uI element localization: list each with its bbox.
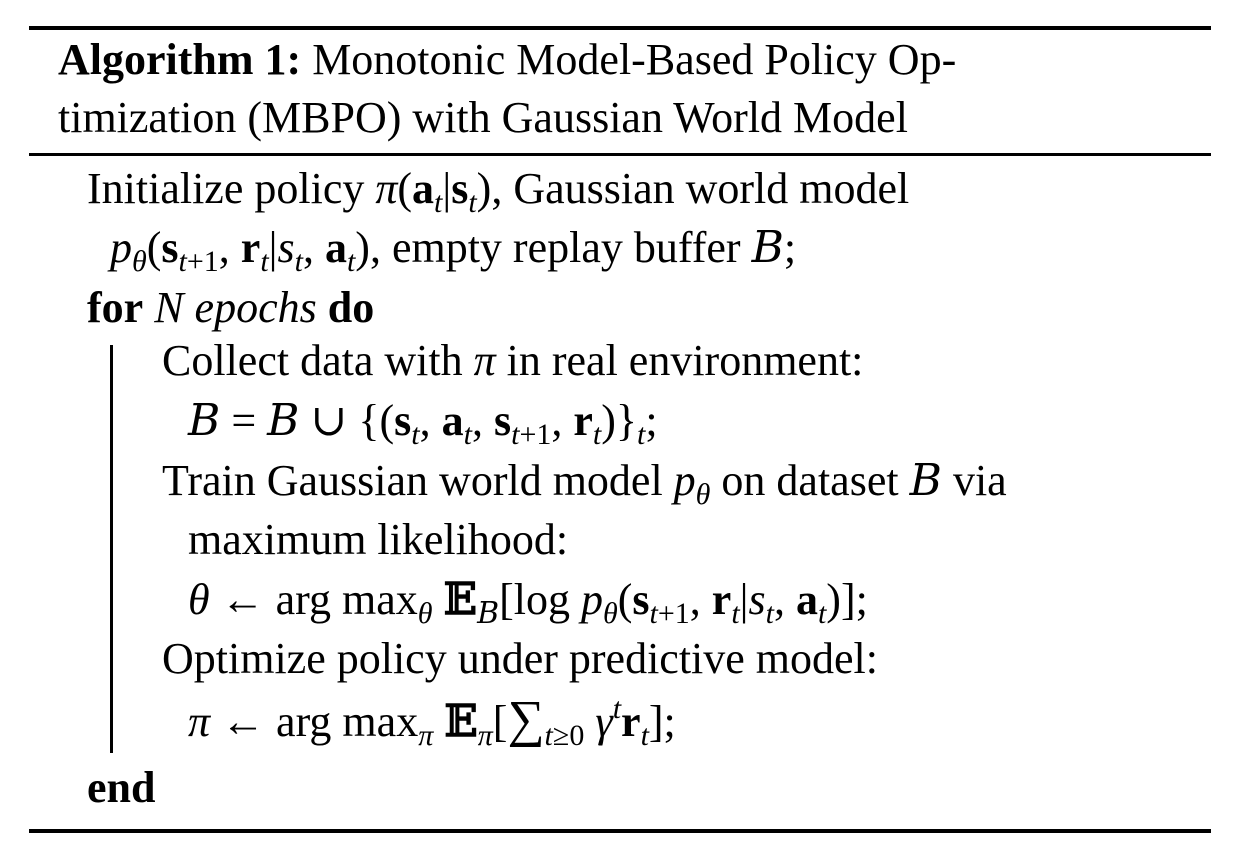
train-line-1 xyxy=(162,455,1007,511)
init-line-2 xyxy=(110,222,797,278)
loop-body-bar xyxy=(110,345,113,753)
algorithm-label: Algorithm 1: xyxy=(58,35,302,84)
top-rule xyxy=(29,26,1211,30)
buffer-update-line xyxy=(188,395,658,451)
algorithm-caption-line-2 xyxy=(58,93,908,143)
init-buffer-text: empty replay buffer xyxy=(391,223,741,272)
end-keyword: end xyxy=(87,763,156,812)
init-model-math: $p_\theta(s_{t+1}$, $r_t|s_t$, $a_t$), xyxy=(110,223,381,278)
optimize-line xyxy=(162,634,878,684)
policy-objective-line xyxy=(188,691,676,752)
end-line xyxy=(87,763,155,813)
train-text: Train Gaussian world model xyxy=(162,456,663,505)
train-dataset-symbol: B xyxy=(909,455,942,506)
collect-text: Collect data with xyxy=(162,336,463,385)
for-condition: N epochs xyxy=(154,283,317,332)
init-text: Initialize policy xyxy=(87,164,365,213)
collect-pi: π xyxy=(473,336,496,385)
optimize-text: Optimize policy under predictive model: xyxy=(162,634,879,683)
algorithm-title-part-2: timization (MBPO) with Gaussian World Model xyxy=(58,93,908,142)
algorithm-caption-line-1 xyxy=(58,35,956,85)
train-ml: maximum likelihood: xyxy=(188,515,569,564)
train-tail: via xyxy=(952,456,1007,505)
do-keyword: do xyxy=(327,283,375,332)
collect-line xyxy=(162,336,863,386)
train-line-2 xyxy=(188,515,568,565)
algorithm-title-part-1: Monotonic Model-Based Policy Op- xyxy=(312,35,957,84)
train-mid: on dataset xyxy=(721,456,899,505)
buffer-update-math: B = B ∪ {($s_t$, $a_t$, $s_{t+1}$, $r_t)\}_t$; xyxy=(188,395,658,451)
train-model-symbol: $p_\theta$ xyxy=(673,456,711,511)
init-model-text: Gaussian world model xyxy=(513,164,910,213)
bottom-rule xyxy=(29,829,1211,833)
policy-objective-math: π ← arg $\max_\pi$ $𝔼_\pi[\sum_{t\ge 0}$ $\gamma^tr_t$]; xyxy=(188,691,676,752)
for-keyword: for xyxy=(87,283,144,332)
for-line xyxy=(87,283,374,333)
header-rule xyxy=(29,153,1211,156)
train-objective-math: θ ← arg $\max_\theta$ 𝔼$_B$[log $p_\theta(s_{t+1}$, $r_t|s_t$, $a_t$)]; xyxy=(188,574,868,631)
buffer-symbol: B; xyxy=(751,222,797,273)
init-policy-math: $\pi(a_t|s_t)$, xyxy=(375,164,503,219)
collect-tail: in real environment: xyxy=(506,336,864,385)
train-objective-line xyxy=(188,574,868,631)
init-line-1 xyxy=(87,164,910,219)
